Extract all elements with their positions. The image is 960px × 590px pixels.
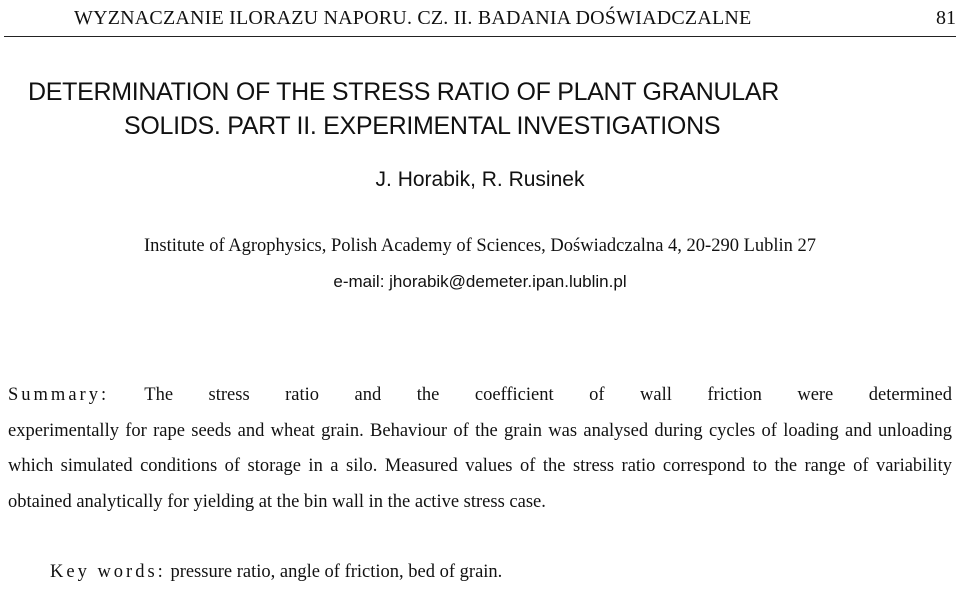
keywords-label: Key words: [50, 562, 166, 582]
summary-text-rest: experimentally for rape seeds and wheat grain. Behaviour of the grain was analysed during cycles of loading and unloading which simulated conditions of storage in a silo. Measured values of the stress ratio correspond to the range of variability obtained analytically for yielding at the bin wall in the active stress case. [8, 420, 952, 512]
summary-paragraph [8, 378, 952, 520]
running-head-title: WYZNACZANIE ILORAZU NAPORU. CZ. II. BADANIA DOŚWIADCZALNE [74, 7, 752, 29]
authors: J. Horabik, R. Rusinek [375, 168, 585, 191]
summary-label: Summary: [8, 385, 110, 405]
author-email: e-mail: jhorabik@demeter.ipan.lublin.pl [333, 272, 627, 291]
keywords-line [50, 562, 502, 583]
summary-first-line [8, 378, 952, 414]
affiliation: Institute of Agrophysics, Polish Academy of Sciences, Doświadczalna 4, 20-290 Lublin 27 [143, 236, 817, 256]
paper-title-line-1: DETERMINATION OF THE STRESS RATIO OF PLANT GRANULAR [28, 78, 779, 106]
keywords-text: pressure ratio, angle of friction, bed of grain. [170, 562, 503, 582]
paper-title-line-2: SOLIDS. PART II. EXPERIMENTAL INVESTIGATIONS [124, 112, 721, 140]
summary-text-first: The stress ratio and the coefficient of wall friction were determined [144, 385, 952, 405]
page-number: 81 [936, 7, 956, 29]
running-head [4, 2, 956, 37]
